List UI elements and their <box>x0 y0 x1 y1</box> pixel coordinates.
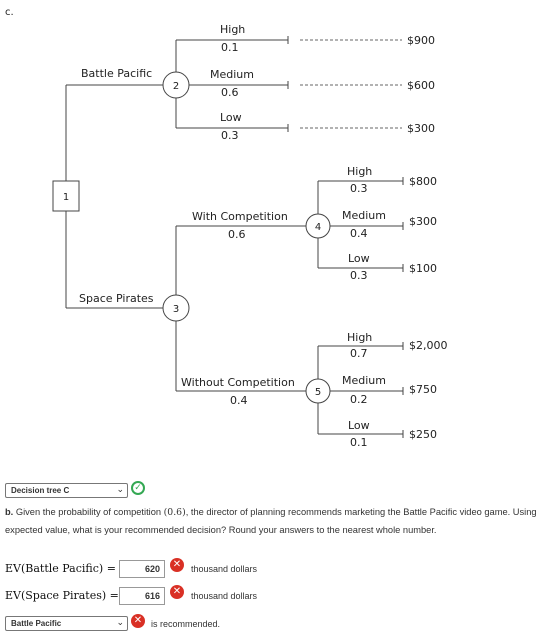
ev-space-pirates-unit: thousand dollars <box>191 591 258 601</box>
without-competition-label: Without Competition <box>181 376 295 389</box>
bp-high-prob: 0.1 <box>221 41 239 54</box>
bp-medium-prob: 0.6 <box>221 86 239 99</box>
check-icon: ✓ <box>131 481 145 495</box>
wo-low-payoff: $250 <box>409 428 437 441</box>
question-part-label: b. <box>5 507 14 517</box>
question-text-after: , the director of planning recommends marketing the Battle Pacific video game. Using expected value, what is your recommended decision? Round your answers to the nearest whole number. <box>5 507 537 535</box>
bp-medium-payoff: $600 <box>407 79 435 92</box>
without-competition-prob: 0.4 <box>230 394 248 407</box>
wc-high-payoff: $800 <box>409 175 437 188</box>
bp-high-label: High <box>220 23 246 36</box>
x-icon: ✕ <box>170 558 184 572</box>
wc-high-prob: 0.3 <box>350 182 368 195</box>
wo-high-payoff: $2,000 <box>409 339 448 352</box>
wc-low-payoff: $100 <box>409 262 437 275</box>
wc-low-label: Low <box>348 252 370 265</box>
question-text <box>5 504 540 539</box>
node-label-4: 4 <box>314 222 322 233</box>
wc-low-prob: 0.3 <box>350 269 368 282</box>
chevron-down-icon: ⌄ <box>116 617 124 627</box>
question-probability: (0.6) <box>163 507 186 518</box>
chevron-down-icon: ⌄ <box>116 484 124 494</box>
ev-battle-pacific-unit: thousand dollars <box>191 564 258 574</box>
wo-low-label: Low <box>348 419 370 432</box>
wo-medium-label: Medium <box>342 374 386 387</box>
node-label-2: 2 <box>172 81 180 92</box>
decision-tree-select[interactable] <box>5 483 128 498</box>
with-competition-label: With Competition <box>192 210 288 223</box>
recommendation-suffix: is recommended. <box>151 619 221 629</box>
ev-battle-pacific-label: EV(Battle Pacific) = <box>5 562 116 575</box>
wo-low-prob: 0.1 <box>350 436 368 449</box>
with-competition-prob: 0.6 <box>228 228 246 241</box>
ev-space-pirates-label: EV(Space Pirates) = <box>5 589 119 602</box>
branch-label-space-pirates: Space Pirates <box>79 292 154 305</box>
wo-high-prob: 0.7 <box>350 347 368 360</box>
bp-high-payoff: $900 <box>407 34 435 47</box>
ev-battle-pacific-input[interactable]: 620 <box>119 560 165 578</box>
bp-medium-label: Medium <box>210 68 254 81</box>
wc-medium-prob: 0.4 <box>350 227 368 240</box>
ev-space-pirates-input[interactable]: 616 <box>119 587 165 605</box>
wc-medium-payoff: $300 <box>409 215 437 228</box>
recommended-decision-value: Battle Pacific <box>11 619 62 628</box>
recommended-decision-select[interactable] <box>5 616 128 631</box>
wo-medium-payoff: $750 <box>409 383 437 396</box>
wc-medium-label: Medium <box>342 209 386 222</box>
branch-label-battle-pacific: Battle Pacific <box>81 67 153 80</box>
bp-low-label: Low <box>220 111 242 124</box>
node-label-1: 1 <box>62 192 70 203</box>
wc-high-label: High <box>347 165 373 178</box>
decision-tree-select-value: Decision tree C <box>11 486 70 495</box>
x-icon: ✕ <box>131 614 145 628</box>
bp-low-prob: 0.3 <box>221 129 239 142</box>
question-text-before: Given the probability of competition <box>13 507 164 517</box>
part-label: c. <box>5 7 14 18</box>
bp-low-payoff: $300 <box>407 122 435 135</box>
node-label-3: 3 <box>172 304 180 315</box>
wo-medium-prob: 0.2 <box>350 393 368 406</box>
node-label-5: 5 <box>314 387 322 398</box>
wo-high-label: High <box>347 331 373 344</box>
x-icon: ✕ <box>170 585 184 599</box>
